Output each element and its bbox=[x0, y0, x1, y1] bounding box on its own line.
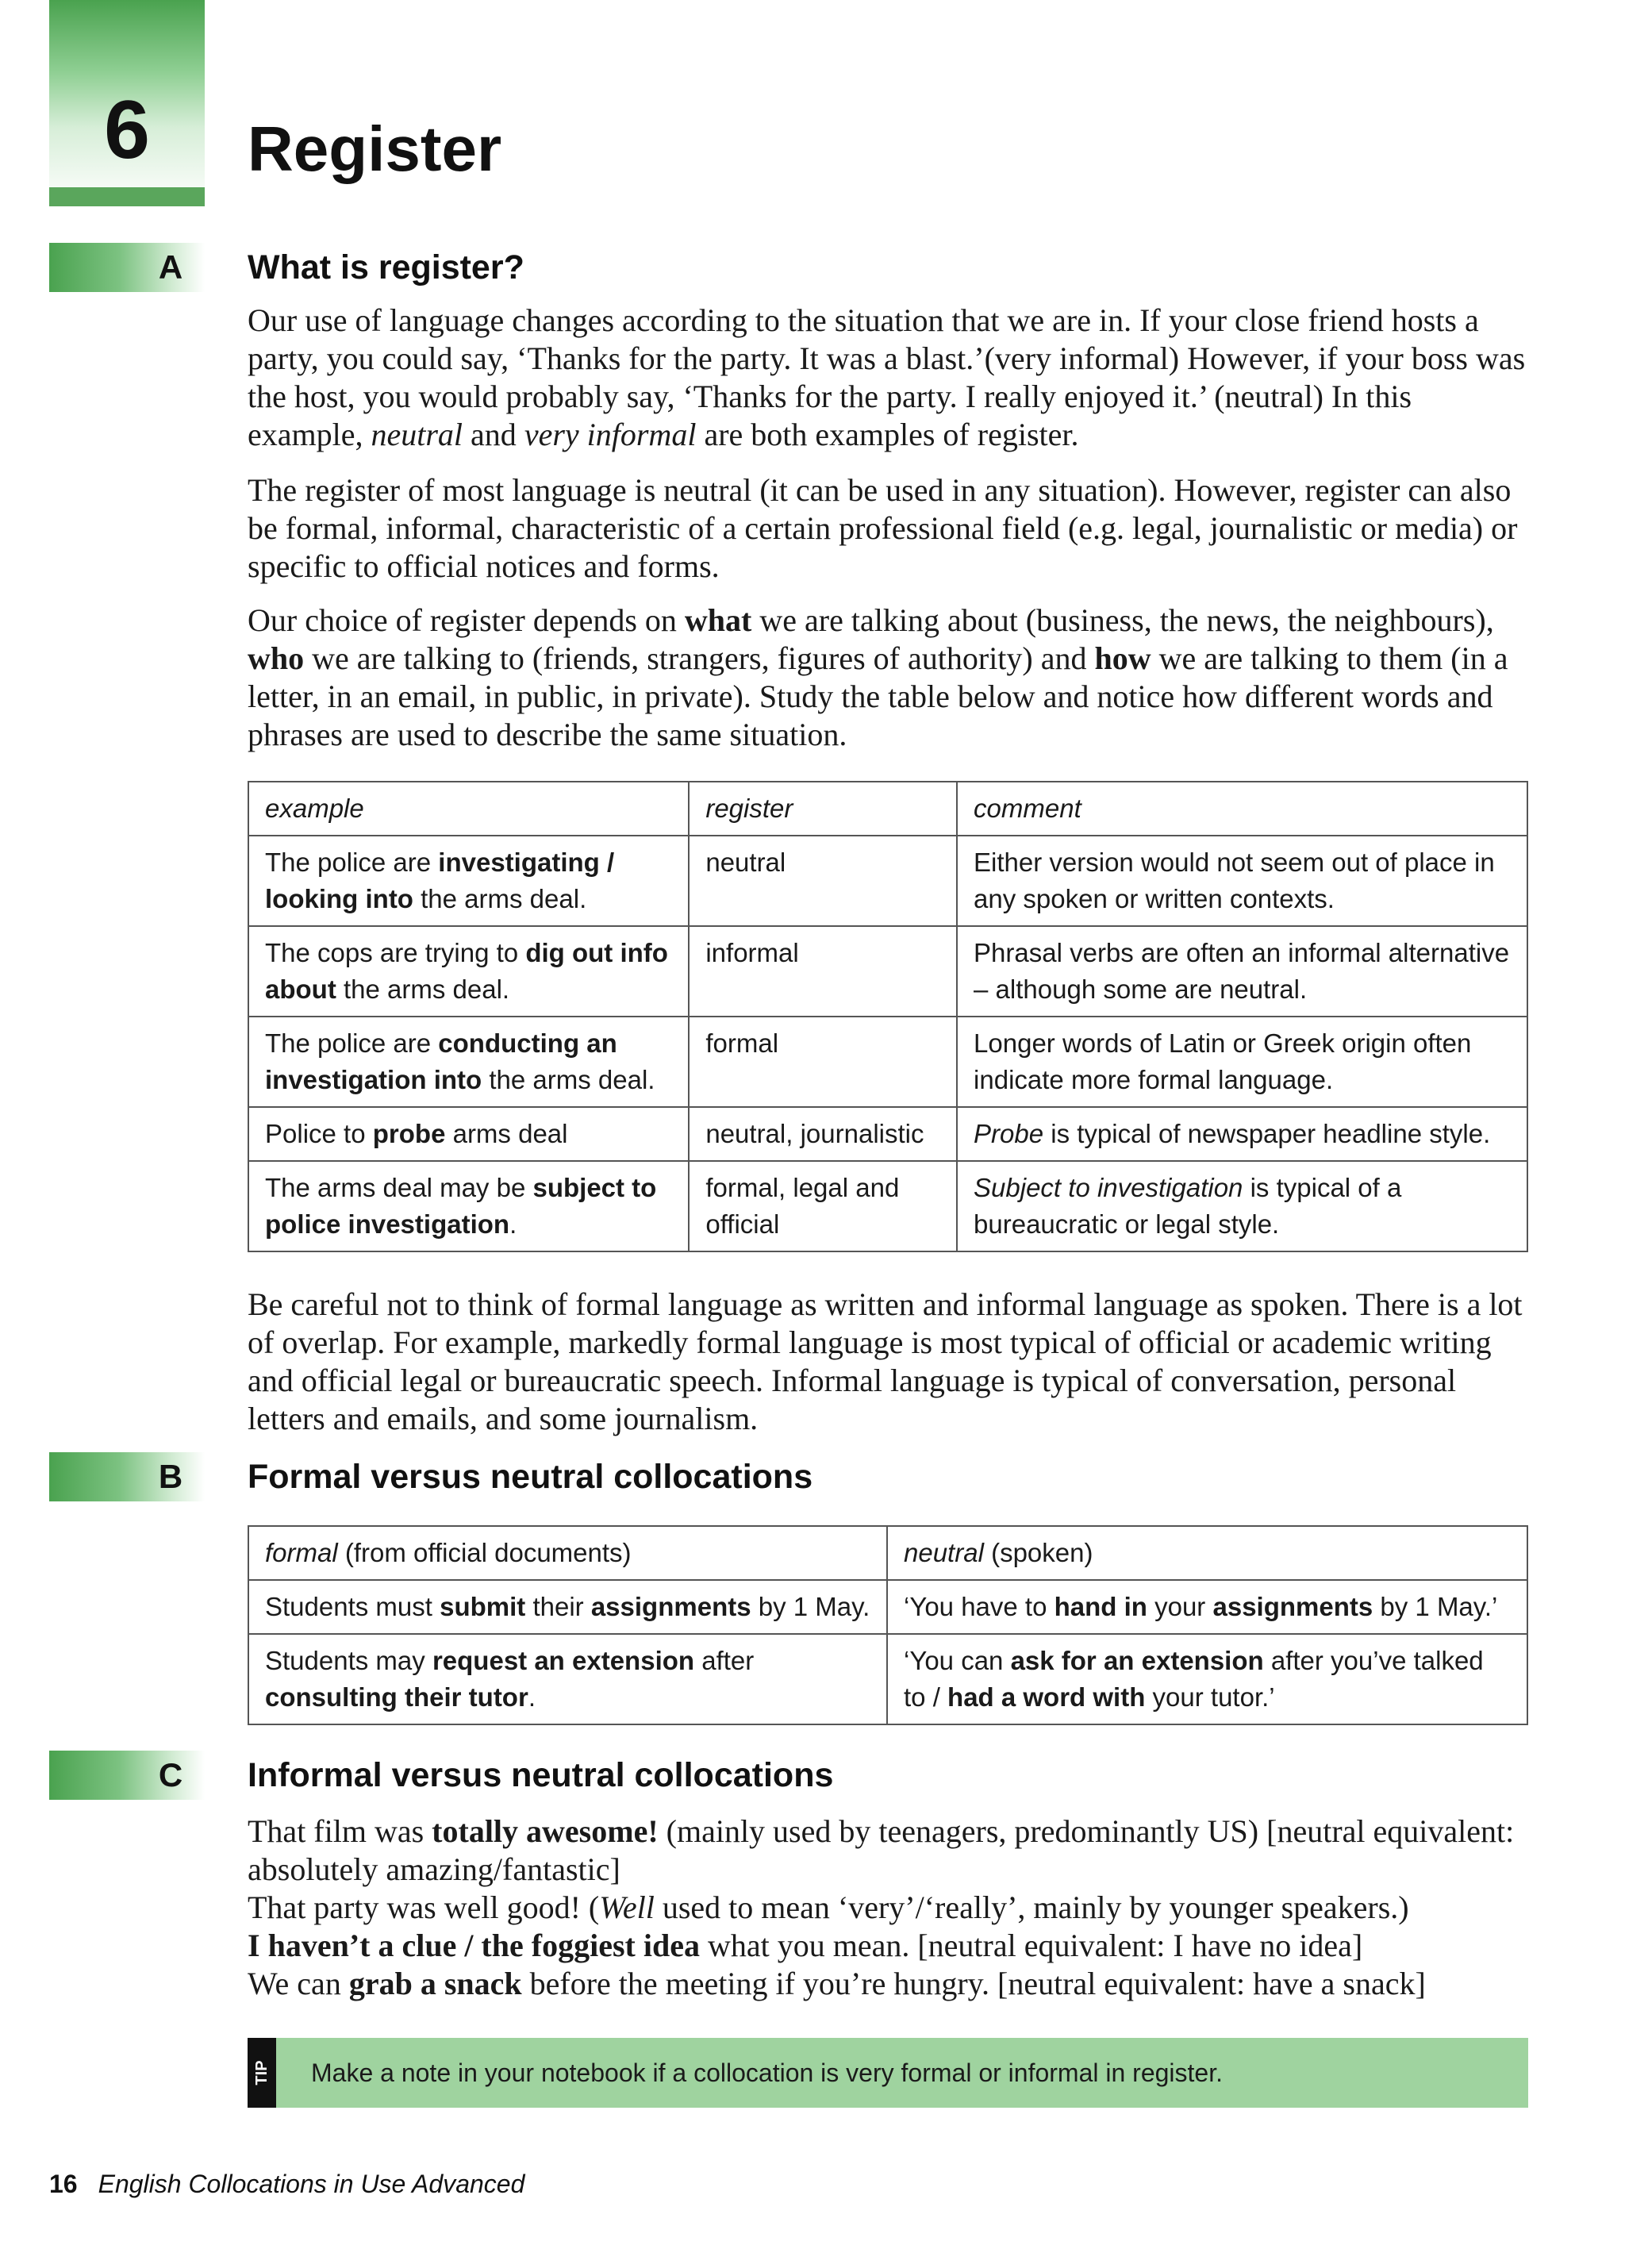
table-row bbox=[248, 1161, 1527, 1251]
section-c-example-1: That film was totally awesome! (mainly used by teenagers, predominantly US) [neutral equivalent: absolutely amazing/fantastic] bbox=[248, 1813, 1515, 1887]
table-row bbox=[248, 836, 1527, 926]
formal-cell: Students must submit their assignments by 1 May. bbox=[248, 1580, 887, 1634]
section-a-paragraph-1: Our use of language changes according to the situation that we are in. If your close friend hosts a party, you could say, ‘Thanks for the party. It was a blast.’(very informal) However, if your boss was the host, you would probably say, ‘Thanks for the party. I really enjoyed it.’ (neutral) In this example, neutral and very informal are both examples of register. bbox=[248, 302, 1526, 452]
formal-cell: Students may request an extension after consulting their tutor. bbox=[248, 1634, 887, 1724]
comment-cell: Subject to investigation is typical of a bureaucratic or legal style. bbox=[957, 1161, 1527, 1251]
page-footer bbox=[49, 2166, 524, 2201]
unit-number: 6 bbox=[104, 84, 150, 176]
register-cell: formal, legal and official bbox=[689, 1161, 957, 1251]
neutral-cell: ‘You have to hand in your assignments by 1 May.’ bbox=[887, 1580, 1527, 1634]
table-header-row bbox=[248, 1526, 1527, 1580]
table-row bbox=[248, 1107, 1527, 1161]
section-b-title: Formal versus neutral collocations bbox=[248, 1458, 813, 1496]
section-a-title: What is register? bbox=[248, 248, 524, 286]
example-cell: The police are investigating / looking into the arms deal. bbox=[248, 836, 689, 926]
comment-cell: Longer words of Latin or Greek origin often indicate more formal language. bbox=[957, 1017, 1527, 1107]
section-b-letter: B bbox=[158, 1458, 183, 1495]
register-cell: neutral bbox=[689, 836, 957, 926]
table-header-cell: neutral (spoken) bbox=[887, 1526, 1527, 1580]
section-c-example-4: We can grab a snack before the meeting if you’re hungry. [neutral equivalent: have a snack] bbox=[248, 1966, 1426, 2001]
section-a-letter: A bbox=[158, 248, 183, 286]
unit-header-bar bbox=[49, 187, 205, 206]
page-number: 16 bbox=[49, 2170, 78, 2198]
table-row bbox=[248, 926, 1527, 1017]
example-cell: The police are conducting an investigation into the arms deal. bbox=[248, 1017, 689, 1107]
tip-label: TIP bbox=[248, 2038, 276, 2108]
section-c-title: Informal versus neutral collocations bbox=[248, 1756, 834, 1794]
comment-cell: Probe is typical of newspaper headline style. bbox=[957, 1107, 1527, 1161]
table-header-cell: register bbox=[689, 782, 957, 836]
register-table bbox=[248, 781, 1528, 1252]
table-header-cell: comment bbox=[957, 782, 1527, 836]
table-row bbox=[248, 1634, 1527, 1724]
table-header-cell: example bbox=[248, 782, 689, 836]
section-a-paragraph-4: Be careful not to think of formal language as written and informal language as spoken. There is a lot of overlap. For example, markedly formal language is most typical of official or academic writing and official legal or bureaucratic speech. Informal language is typical of conversation, personal letters and emails, and some journalism. bbox=[248, 1286, 1523, 1436]
section-c-letter: C bbox=[158, 1756, 183, 1793]
tip-text: Make a note in your notebook if a collocation is very formal or informal in register. bbox=[311, 2058, 1223, 2087]
formal-neutral-table bbox=[248, 1525, 1528, 1725]
example-cell: The arms deal may be subject to police investigation. bbox=[248, 1161, 689, 1251]
section-a-paragraph-3: Our choice of register depends on what we are talking about (business, the news, the neighbours), who we are talking to (friends, strangers, figures of authority) and how we are talking to them (in a letter, in an email, in public, in private). Study the table below and notice how different words and phrases are used to describe the same situation. bbox=[248, 602, 1508, 752]
table-row bbox=[248, 1017, 1527, 1107]
book-title: English Collocations in Use Advanced bbox=[98, 2170, 525, 2198]
table-header-row bbox=[248, 782, 1527, 836]
unit-title: Register bbox=[248, 113, 502, 184]
register-cell: neutral, journalistic bbox=[689, 1107, 957, 1161]
table-header-cell: formal (from official documents) bbox=[248, 1526, 887, 1580]
section-c-example-3: I haven’t a clue / the foggiest idea what you mean. [neutral equivalent: I have no idea] bbox=[248, 1928, 1363, 1963]
register-cell: formal bbox=[689, 1017, 957, 1107]
table-row bbox=[248, 1580, 1527, 1634]
example-cell: The cops are trying to dig out info about the arms deal. bbox=[248, 926, 689, 1017]
section-a-paragraph-2: The register of most language is neutral (it can be used in any situation). However, register can also be formal, informal, characteristic of a certain professional field (e.g. legal, journalistic or media) or specific to official notices and forms. bbox=[248, 472, 1518, 584]
register-cell: informal bbox=[689, 926, 957, 1017]
section-c-example-2: That party was well good! (Well used to mean ‘very’/‘really’, mainly by younger speakers.) bbox=[248, 1889, 1409, 1925]
comment-cell: Either version would not seem out of place in any spoken or written contexts. bbox=[957, 836, 1527, 926]
example-cell: Police to probe arms deal bbox=[248, 1107, 689, 1161]
neutral-cell: ‘You can ask for an extension after you’ve talked to / had a word with your tutor.’ bbox=[887, 1634, 1527, 1724]
comment-cell: Phrasal verbs are often an informal alternative – although some are neutral. bbox=[957, 926, 1527, 1017]
